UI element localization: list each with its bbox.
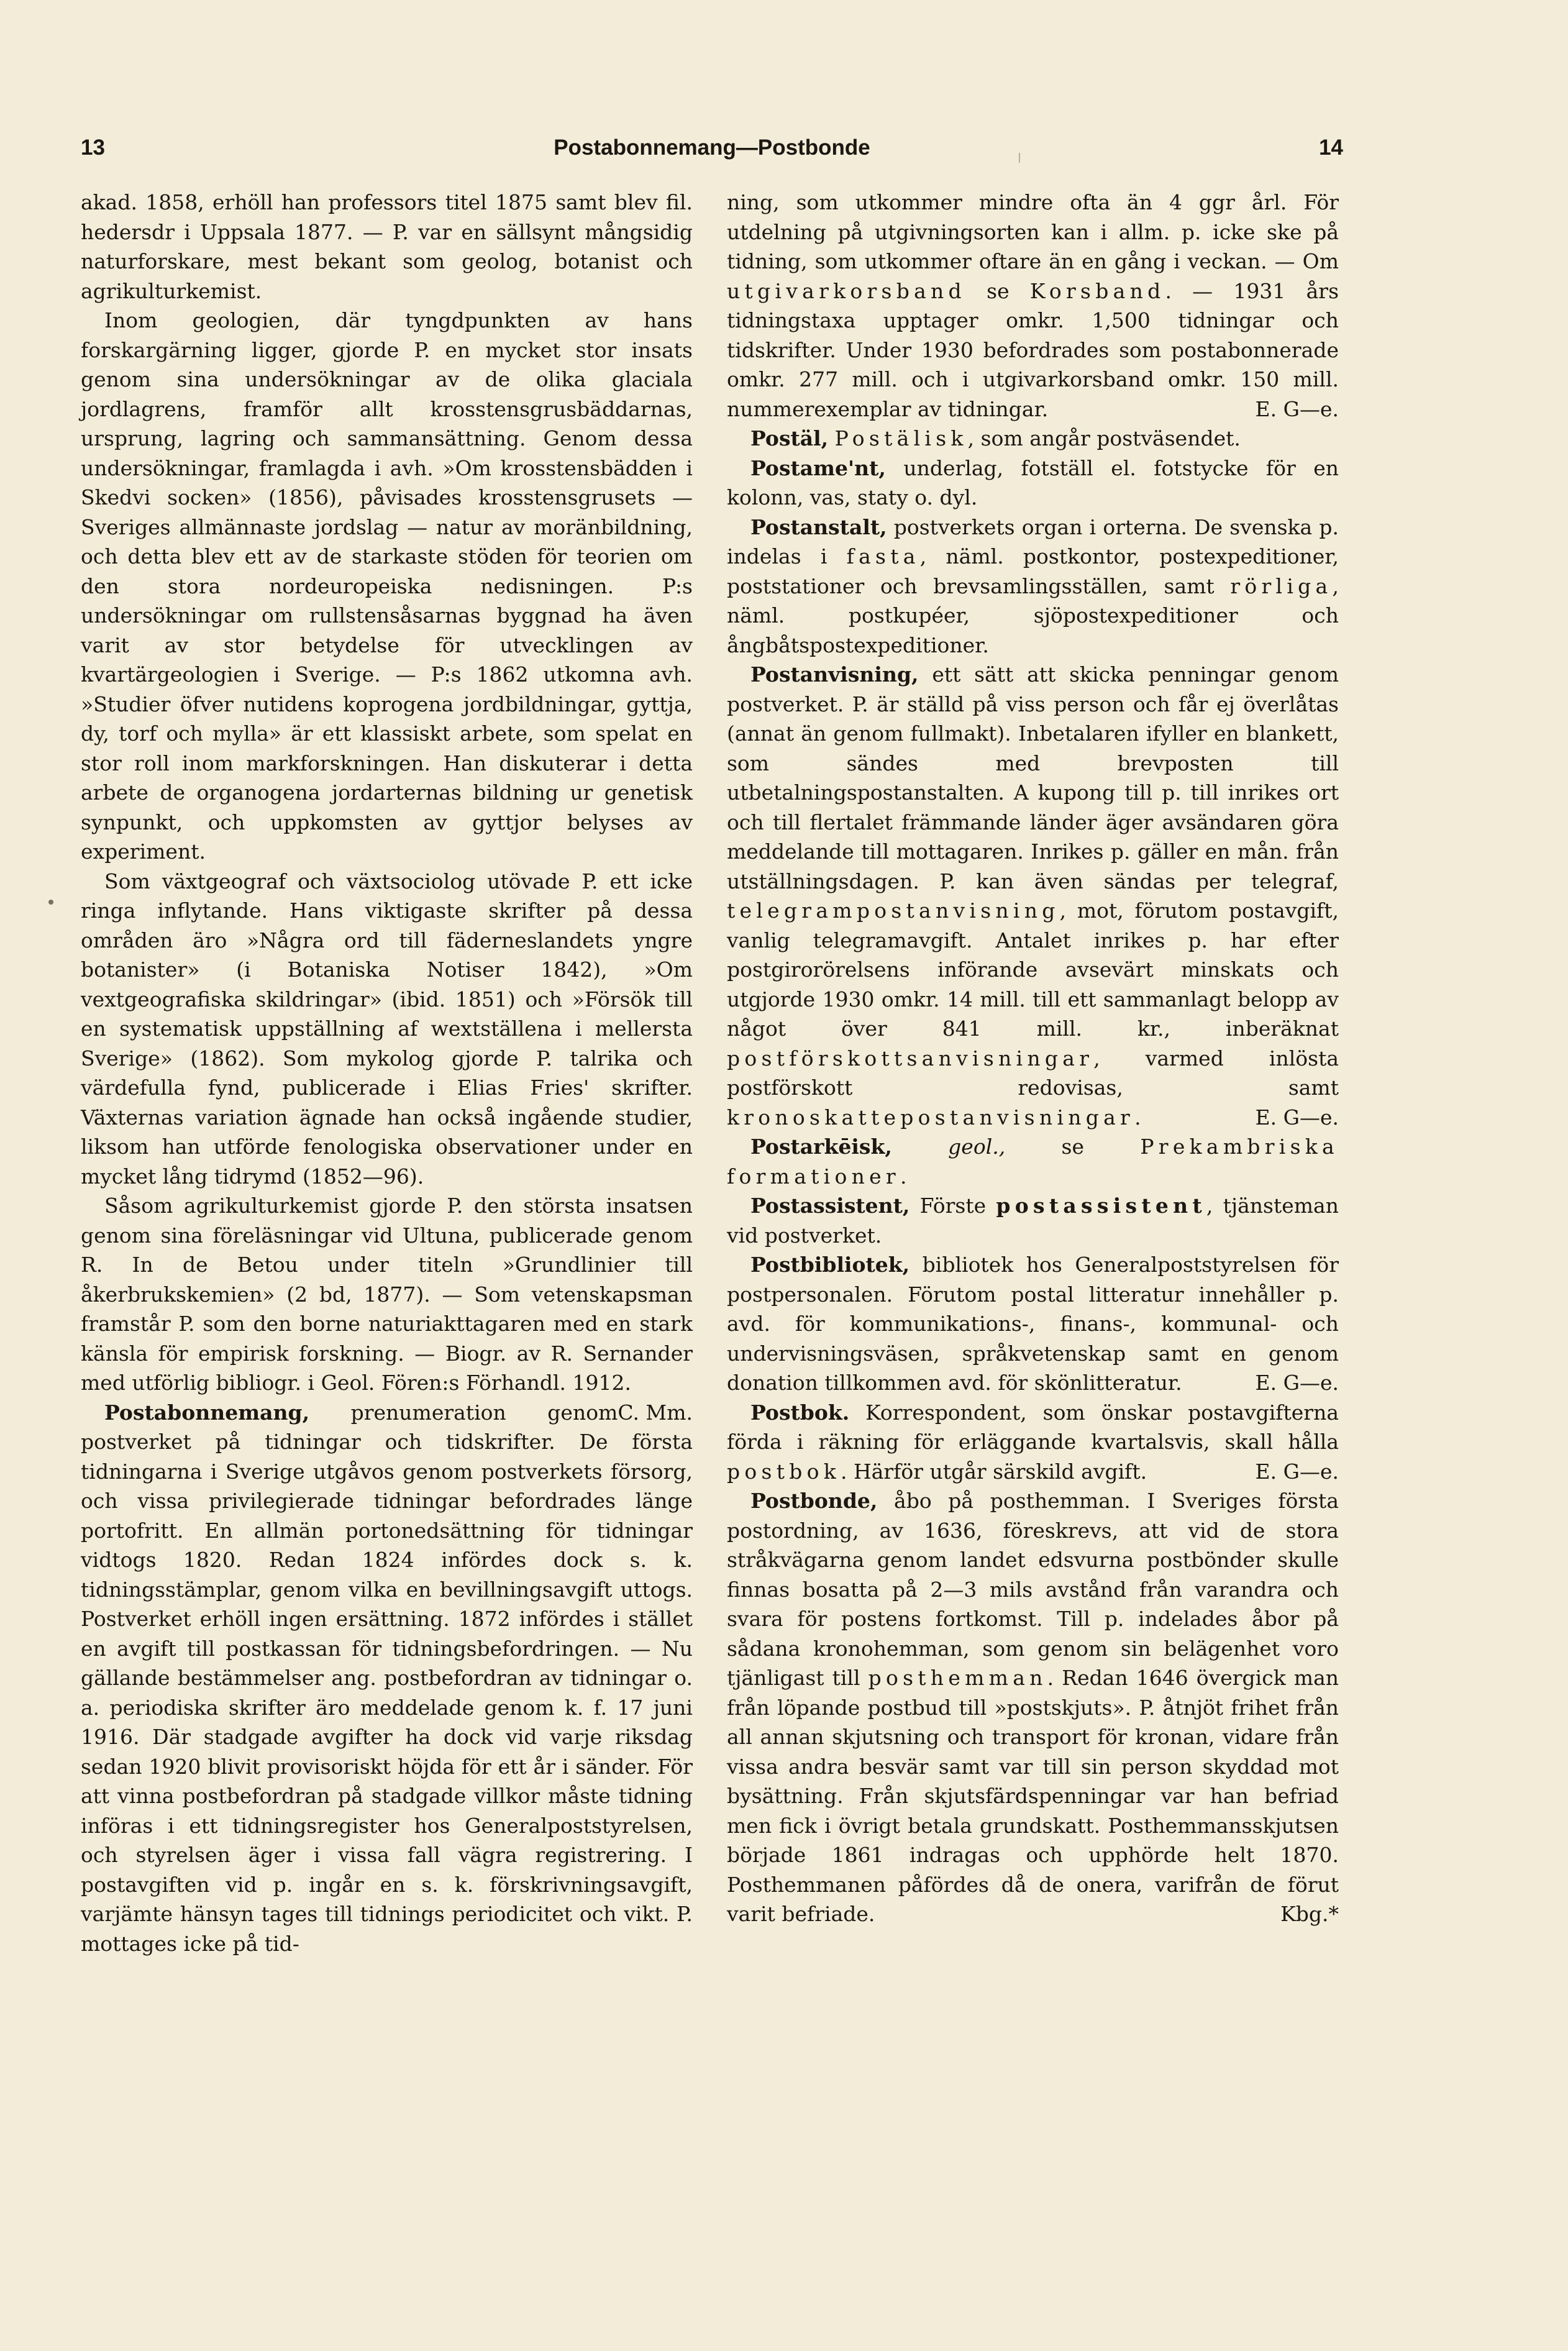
paragraph-continuation: [81, 188, 693, 306]
text-run: , mot, förutom postavgift, vanlig telegramavgift. Antalet inrikes p. har efter postgirorörelsens införande avsevärt minskats och utgjorde 1930 omkr. 14 mill. till ett sammanlagt belopp av något över 841 mill. kr., inberäknat: [727, 898, 1339, 1041]
text-run: fasta: [846, 544, 920, 568]
text-run: .: [900, 1164, 907, 1189]
text-run: Prekambriska formationer: [727, 1134, 1339, 1189]
text-run: prenumeration genom postverket på tidningar och tidskrifter. De första tidningarna i Sverige utgåvos genom postverkets försorg, och vissa privilegierade tidningar befordrades länge portofritt. En allmän portonedsättning för tidningar vidtogs 1820. Redan 1824 infördes dock s. k. tidningsstämplar, genom vilka en bevillningsavgift uttogs. Postverket erhöll ingen ersättning. 1872 infördes i stället en avgift till postkassan för tidningsbefordringen. — Nu gällande bestämmelser ang. postbefordran av tidningar o. a. periodiska skrifter äro meddelade genom k. f. 17 juni 1916. Där stadgade avgifter ha dock vid varje riksdag sedan 1920 blivit provisoriskt höjda för ett år i sänder. För att vinna postbefordran på stadgade villkor måste tidning införas i ett tidningsregister hos Generalpoststyrelsen, och styrelsen äger i vissa fall vägra registrering. I postavgiften vid p. ingår en s. k. förskrivningsavgift, varjämte hänsyn tages till tidnings periodicitet och vikt. P. mottages icke på tid-: [81, 1400, 693, 1956]
text-run: geol.,: [891, 1134, 1006, 1159]
print-mark: [1019, 153, 1020, 163]
author-signature: E. G—e.: [1255, 1105, 1339, 1130]
entry-postanvisning: [727, 660, 1339, 1132]
headword: Postbibliotek,: [750, 1253, 910, 1277]
text-run: . — 1931 års tidningstaxa upptager omkr. 1,500 tidningar och tidskrifter. Under 1930 befordrades som postabonnerade omkr. 277 mill. och i utgivarkorsband omkr. 150 mill. nummerexemplar av tidningar.: [727, 278, 1339, 421]
text-run: , som angår postväsendet.: [967, 426, 1241, 450]
entry-postbok: [727, 1398, 1339, 1487]
margin-mark: [48, 900, 53, 905]
entry-postal: [727, 424, 1339, 454]
text-run: rörliga: [1230, 573, 1333, 598]
text-run: Såsom agrikulturkemist gjorde P. den största insatsen genom sina föreläsningar vid Ultuna, publicerade genom R. In de Betou under titeln »Grundlinier till åkerbrukskemien» (2 bd, 1877). — Som vetenskapsman framstår P. som den borne naturiakttagaren med en stark känsla för empirisk forskning. — Biogr. av R. Sernander med utförlig bibliogr. i Geol. Fören:s Förhandl. 1912.: [81, 1194, 693, 1395]
paragraph-botany: [81, 867, 693, 1192]
text-run: akad. 1858, erhöll han professors titel 1875 samt blev fil. hedersdr i Uppsala 1877. — P. var en sällsynt mångsidig naturforskare, mest bekant som geolog, botanist och agrikulturkemist.: [81, 190, 693, 303]
entry-postbibliotek: [727, 1250, 1339, 1398]
author-signature: E. G—e.: [1255, 1459, 1339, 1484]
text-run: Förste: [909, 1194, 996, 1218]
text-run: kronoskattepostanvisningar: [727, 1105, 1135, 1130]
text-run: postförskottsanvisningar: [727, 1046, 1094, 1071]
text-run: telegrampostanvisning: [727, 898, 1060, 923]
headword: Postbok.: [750, 1400, 850, 1425]
left-column: [81, 188, 693, 1958]
text-run: , tjänsteman vid postverket.: [727, 1194, 1339, 1248]
text-run: Korrespondent, som önskar postavgifterna förda i räkning för erläggande kvartalsvis, skall hålla: [727, 1400, 1339, 1454]
entry-postassistent: [727, 1191, 1339, 1250]
headword: Postäl,: [750, 426, 829, 450]
entry-postarkeisk: [727, 1132, 1339, 1191]
headword: Postame'nt,: [750, 455, 886, 480]
text-run: Inom geologien, där tyngdpunkten av hans forskargärning ligger, gjorde P. en mycket stor insats genom sina undersökningar av de olika glaciala jordlagrens, framför allt krosstensgrusbäddarnas, ursprung, lagring och sammansättning. Genom dessa undersökningar, framlagda i avh. »Om krosstensbädden i Skedvi socken» (1856), påvisades krosstensgrusets — Sveriges allmännaste jordslag — natur av moränbildning, och detta blev ett av de starkaste stöden för teorien om den stora nordeuropeiska nedisningen. P:s undersökningar om rullstensåsarnas byggnad ha även varit av stor betydelse för utvecklingen av kvartärgeologien i Sverige. — P:s 1862 utkomna avh. »Studier öfver nutidens koprogena jordbildningar, gyttja, dy, torf och mylla» är ett klassiskt arbete, som spelat en stor roll inom markforskningen. Han diskuterar i detta arbete de organogena jordarternas bildning ur genetisk synpunkt, och uppkomsten av gyttjor belyses av experiment.: [81, 308, 693, 864]
headword: Postanstalt,: [750, 514, 887, 539]
text-run: , näml. postkontor, postexpeditioner, poststationer och brevsamlingsställen, samt: [727, 544, 1339, 598]
headword: Postarkēisk,: [750, 1134, 892, 1159]
text-run: ning, som utkommer mindre ofta än 4 ggr årl. För utdelning på utgivningsorten kan i allm. p. icke ske på tidning, som utkommer oftare än en gång i veckan. — Om: [727, 190, 1339, 273]
text-run: åbo på posthemman. I Sveriges första postordning, av 1636, föreskrevs, att vid de stora stråkvägarna genom landet edsvurna postbönder skulle finnas bosatta på 2—3 mils avstånd från varandra och svara för postens fortkomst. Till p. indelades åbor på sådana kronohemman, som genom sin belägenhet voro tjänligast till: [727, 1489, 1339, 1690]
text-run: .: [1134, 1105, 1141, 1130]
page-number-right: 14: [1319, 135, 1343, 160]
headword: Postabonnemang,: [104, 1400, 310, 1425]
headword: Postassistent,: [750, 1194, 910, 1218]
text-run: postassistent: [996, 1194, 1206, 1218]
page-header: [81, 135, 1343, 173]
author-signature: E. G—e.: [1255, 396, 1339, 421]
text-run: . Redan 1646 övergick man från löpande postbud till »postskjuts». P. åtnjöt frihet från all annan skjutsning och transport för kronan, vidare från vissa andra besvär samt var till sin person skyddad mot bysättning. Från skjutsfärdspenningar var han befriad men fick i övrigt betala grundskatt. Posthemmansskjutsen började 1861 indragas och upphörde helt 1870. Posthemmanen påfördes då de onera, varifrån de förut varit befriade.: [727, 1666, 1339, 1926]
entry-postabonnemang: [81, 1398, 693, 1959]
right-column: [727, 188, 1339, 1929]
entry-postbonde: [727, 1486, 1339, 1929]
text-run: , varmed inlösta postförskott redovisas, samt: [727, 1046, 1339, 1100]
running-title: Postabonnemang—Postbonde: [554, 135, 870, 160]
text-run: , näml. postkupéer, sjöpostexpeditioner och ångbåtspostexpeditioner.: [727, 573, 1339, 657]
text-run: underlag, fotställ el. fotstycke för en kolonn, vas, staty o. dyl.: [727, 455, 1339, 509]
paragraph-geology: [81, 306, 693, 867]
text-run: ett sätt att skicka penningar genom postverket. P. är ställd på viss person och får ej överlåtas (annat än genom fullmakt). Inbetalaren ifyller en blankett, som sändes med brevposten till utbetalningspostanstalten. A kupong till p. till inrikes ort och till flertalet främmande länder äger avsändaren göra meddelande till mottagaren. Inrikes p. gäller en mån. från utställningsdagen. P. kan även sändas per telegraf,: [727, 662, 1339, 893]
headword: Postanvisning,: [750, 662, 919, 687]
entry-postament: [727, 454, 1339, 513]
author-signature: E. G—e.: [1255, 1371, 1339, 1395]
entry-continuation: [727, 188, 1339, 424]
text-run: Som växtgeograf och växtsociolog utövade P. ett icke ringa inflytande. Hans viktigaste skrifter på dessa områden äro »Några ord till fäderneslandets yngre botanister» (i Botaniska Notiser 1842), »Om vextgeografiska skildringar» (ibid. 1851) och »Försök till en systematisk uppställning af wextställena i mellersta Sverige» (1862). Som mykolog gjorde P. talrika och värdefulla fynd, publicerade i Elias Fries' skrifter. Växternas variation ägnade han också ingående studier, liksom han utförde fenologiska observationer under en mycket lång tidrymd (1852—96).: [81, 869, 693, 1189]
text-run: utgivarkorsband: [727, 278, 966, 303]
author-signature: Kbg.*: [1280, 1902, 1339, 1926]
text-run: . Härför utgår särskild avgift.: [841, 1459, 1147, 1484]
page-number-left: 13: [81, 135, 105, 160]
headword: Postbonde,: [750, 1489, 878, 1513]
entry-postanstalt: [727, 513, 1339, 660]
text-run: Korsband: [1029, 278, 1165, 303]
text-run: Postälisk: [834, 426, 968, 450]
author-signature: C. Mm.: [618, 1400, 693, 1425]
text-run: posthemman: [868, 1666, 1047, 1690]
text-run: se: [1005, 1134, 1141, 1159]
text-run: se: [965, 278, 1030, 303]
text-run: bibliotek hos Generalpoststyrelsen för postpersonalen. Förutom postal litteratur innehåller p. avd. för kommunikations-, finans-, kommunal- och undervisningsväsen, språkvetenskap samt en genom donation tillkommen avd. för skönlitteratur.: [727, 1253, 1339, 1395]
text-run: postbok: [727, 1459, 841, 1484]
text-run: postverkets organ i orterna. De svenska p. indelas i: [727, 514, 1339, 568]
